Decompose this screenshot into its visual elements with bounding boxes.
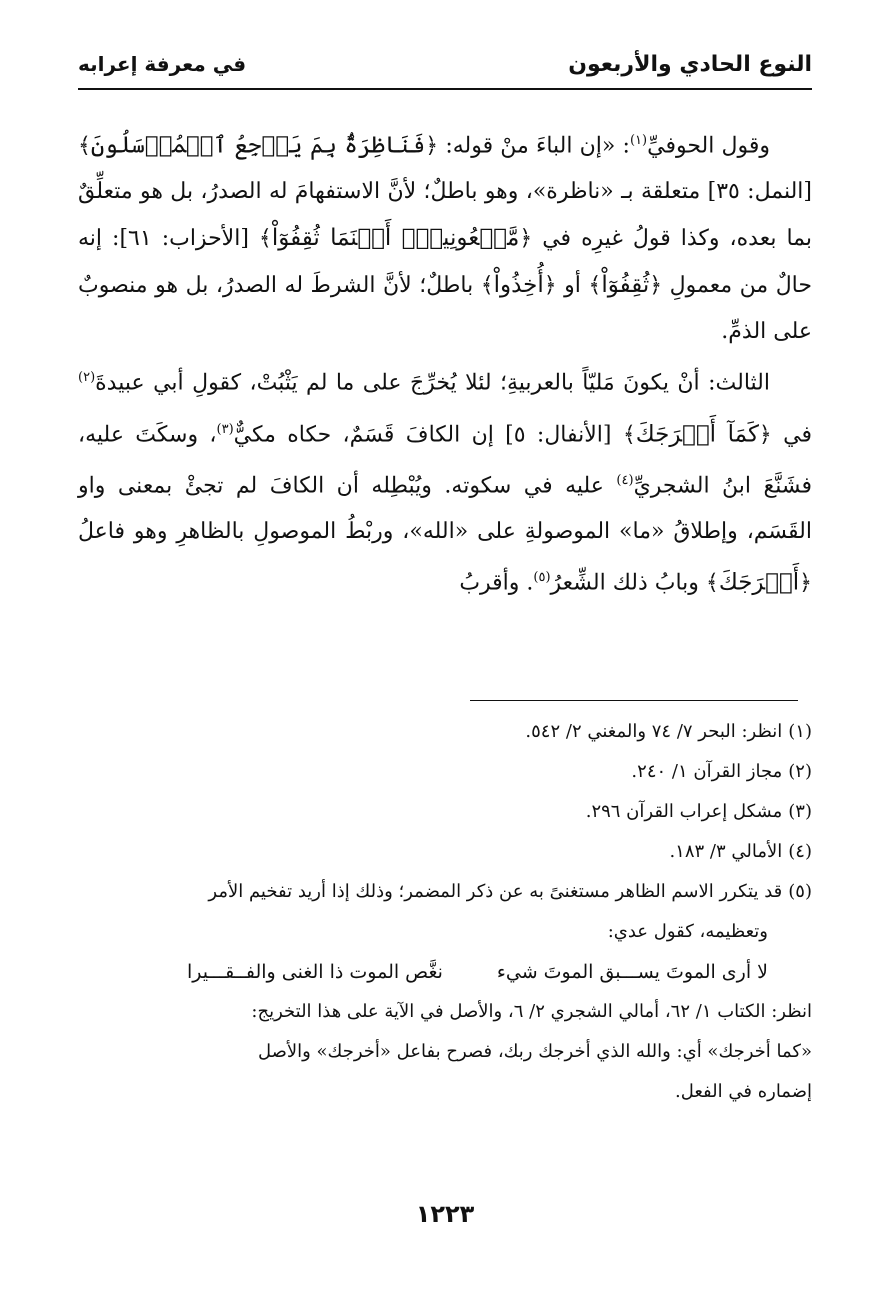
chapter-title: النوع الحادي والأربعون	[568, 51, 812, 77]
footnote-5-continuation: «كما أخرجك» أي: والله الذي أخرجك ربك، فصرح بفاعل «أخرجك» والأصل	[257, 1041, 812, 1062]
main-text	[78, 118, 812, 607]
text-run: في ﴿	[758, 421, 812, 447]
footnote-text: الأمالي ٣/ ١٨٣.	[669, 841, 783, 862]
text-run: عليه في سكوته. ويُبْطِله أن الكافَ لم تجئْ بمعنى واو القَسَم، وإطلاقُ «ما» الموصولةِ على «الله»، وربْطُ الموصولِ بالظاهرِ وهو فاعلُ ﴿	[78, 473, 812, 596]
quran-quote: أُخِذُواْ	[493, 272, 544, 299]
text-run: ﴾ باطلٌ؛ لأنَّ الشرطَ له الصدرُ، بل هو منصوبٌ على الذمِّ.	[78, 273, 812, 345]
quran-quote: فَنَاظِرَةٌۢ بِمَ يَرۡجِعُ ٱلۡمُرۡسَلُونَ	[90, 132, 426, 159]
footnote-number: (٢)	[788, 761, 812, 782]
footnote-number: (٤)	[788, 841, 812, 862]
quran-quote: مَّلۡعُونِينَۖ أَيۡنَمَا ثُقِفُوٓاْ	[271, 225, 520, 252]
footnote-4	[78, 832, 812, 872]
footnote-ref-1: (١)	[629, 133, 648, 148]
footnote-text: قد يتكرر الاسم الظاهر مستغنىً به عن ذكر المضمر؛ وذلك إذا أريد تفخيم الأمر	[208, 881, 783, 902]
footnote-1	[78, 712, 812, 752]
text-run: ، وسكَتَ عليه، فشَنَّعَ ابنُ الشجريِّ	[78, 421, 812, 499]
footnote-3	[78, 792, 812, 832]
footnote-5	[78, 872, 812, 912]
text-run: ﴾ [الأنفال: ٥] إن الكافَ قَسَمٌ، حكاه مكيٌّ	[233, 421, 636, 447]
footnote-number: (٥)	[788, 881, 812, 902]
footnote-ref-3: (٣)	[216, 421, 234, 437]
footnote-text: مجاز القرآن ١/ ٢٤٠.	[631, 761, 783, 782]
paragraph-1	[78, 118, 812, 355]
footnote-number: (١)	[788, 721, 812, 742]
text-run: وقول الحوفيِّ	[647, 133, 771, 159]
footnote-5-continuation: إضماره في الفعل.	[675, 1081, 812, 1102]
text-run: . وأقربُ	[459, 570, 534, 596]
footnote-number: (٣)	[788, 801, 812, 822]
footnote-text: انظر: البحر ٧/ ٧٤ والمغني ٢/ ٥٤٢.	[525, 721, 783, 742]
text-run: ﴾ [الأحزاب: ٦١]: إنه حالٌ من معمولِ ﴿	[78, 226, 812, 299]
footnote-ref-2: (٢)	[78, 370, 96, 386]
poetry-verse	[78, 952, 812, 992]
text-run: ﴾ [النمل: ٣٥] متعلقة بـ «ناظرة»، وهو باطلٌ؛ لأنَّ الاستفهامَ له الصدرُ، بل هو متعلِّقٌ بما بعده، وكذا قولُ غيرِه في ﴿	[78, 133, 812, 252]
footnote-text: مشكل إعراب القرآن ٢٩٦.	[585, 801, 783, 822]
verse-first-hemistich: لا أرى الموتَ يســـبق الموتَ شيء	[496, 961, 768, 983]
page-number: ١٢٢٣	[415, 1200, 475, 1228]
footnotes	[78, 712, 812, 1112]
quran-quote: أَخۡرَجَكَ	[718, 569, 800, 596]
text-run: ﴾ وبابُ ذلك الشِّعرُ	[550, 570, 719, 596]
footnote-ref-4: (٤)	[616, 472, 634, 488]
footnote-5-continuation: انظر: الكتاب ١/ ٦٢، أمالي الشجري ٢/ ٦، والأصل في الآية على هذا التخريج:	[251, 1001, 812, 1022]
text-run: : «إن الباءَ منْ قوله: ﴿	[425, 133, 630, 159]
footnote-2	[78, 752, 812, 792]
footnote-ref-5: (٥)	[533, 570, 551, 586]
quran-quote: كَمَآ أَخۡرَجَكَ	[635, 420, 759, 447]
verse-second-hemistich: نغَّص الموت ذا الغنى والفــقـــيرا	[186, 961, 443, 983]
section-title: في معرفة إعرابه	[78, 52, 247, 76]
text-run: الثالث: أنْ يكونَ مَليّاً بالعربيةِ؛ لئلا يُخرِّجَ على ما لم يَثْبُتْ، كقولِ أبي عبيدةَ	[95, 370, 770, 396]
text-run: ﴾ أو ﴿	[543, 273, 602, 299]
footnote-5-continuation: وتعظيمه، كقول عدي:	[607, 921, 768, 942]
footnote-divider	[470, 700, 798, 701]
quran-quote: ثُقِفُوٓاْ	[601, 272, 650, 299]
running-header	[78, 40, 812, 90]
paragraph-2	[78, 355, 812, 606]
